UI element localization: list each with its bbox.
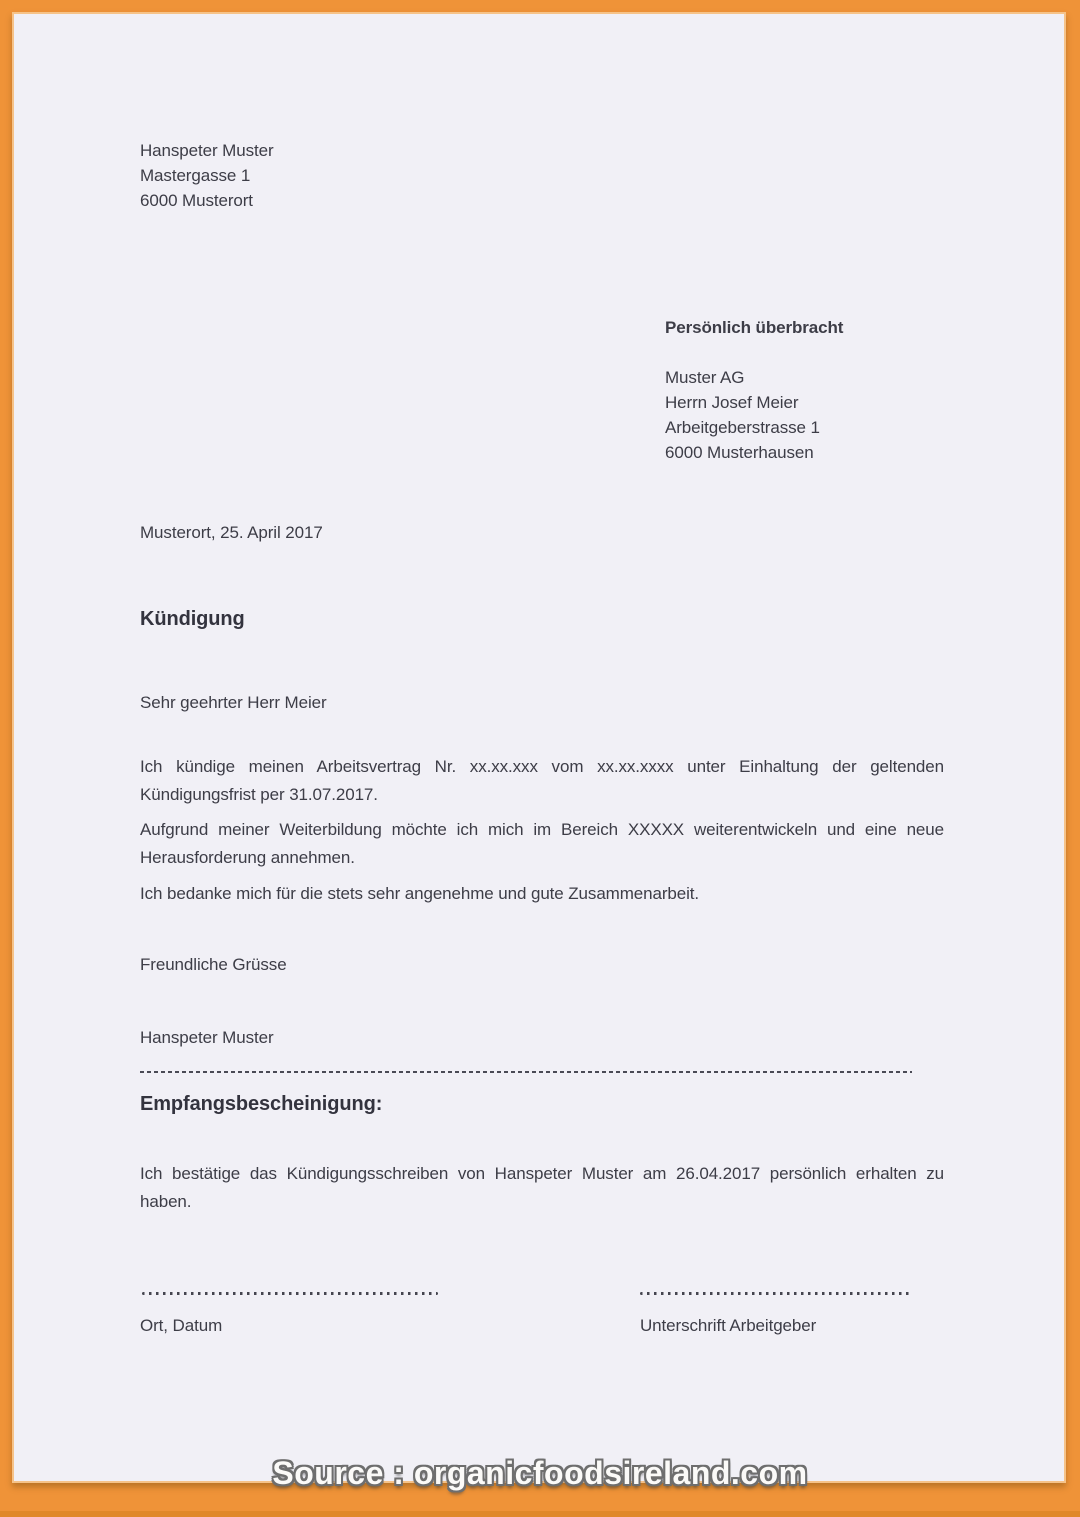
signature-name: Hanspeter Muster — [140, 1028, 274, 1047]
recipient-name: Herrn Josef Meier — [665, 393, 799, 412]
date-line: Musterort, 25. April 2017 — [140, 523, 323, 542]
sender-address — [140, 138, 274, 213]
receipt-body: Ich bestätige das Kündigungsschreiben von Hanspeter Muster am 26.04.2017 persönlich erhalten zu haben. — [140, 1164, 944, 1211]
salutation: Sehr geehrter Herr Meier — [140, 693, 327, 712]
delivery-note: Persönlich überbracht — [665, 318, 844, 337]
subject-heading: Kündigung — [140, 608, 245, 630]
body-paragraph-3: Ich bedanke mich für die stets sehr angenehme und gute Zusammenarbeit. — [140, 884, 700, 903]
recipient-address — [665, 365, 820, 465]
signature-line-place-date — [142, 1292, 438, 1295]
body-paragraph-1: Ich kündige meinen Arbeitsvertrag Nr. xx.xx.xxx vom xx.xx.xxxx unter Einhaltung der geltenden Kündigungsfrist per 31.07.2017. — [140, 757, 944, 804]
recipient-street: Arbeitgeberstrasse 1 — [665, 418, 820, 437]
receipt-heading: Empfangsbescheinigung: — [140, 1093, 383, 1115]
signature-line-employer — [640, 1292, 910, 1295]
separator-line — [140, 1071, 912, 1073]
recipient-company: Muster AG — [665, 368, 745, 387]
signature-label-place-date: Ort, Datum — [140, 1316, 223, 1335]
closing: Freundliche Grüsse — [140, 955, 287, 974]
sender-name: Hanspeter Muster — [140, 141, 274, 160]
sender-city: 6000 Musterort — [140, 191, 253, 210]
recipient-city: 6000 Musterhausen — [665, 443, 814, 462]
sender-street: Mastergasse 1 — [140, 166, 251, 185]
body-paragraph-2: Aufgrund meiner Weiterbildung möchte ich mich im Bereich XXXXX weiterentwickeln und eine neue Herausforderung annehmen. — [140, 820, 944, 867]
signature-label-employer: Unterschrift Arbeitgeber — [640, 1316, 817, 1335]
source-watermark: Source : organicfoodsireland.com — [272, 1455, 808, 1491]
